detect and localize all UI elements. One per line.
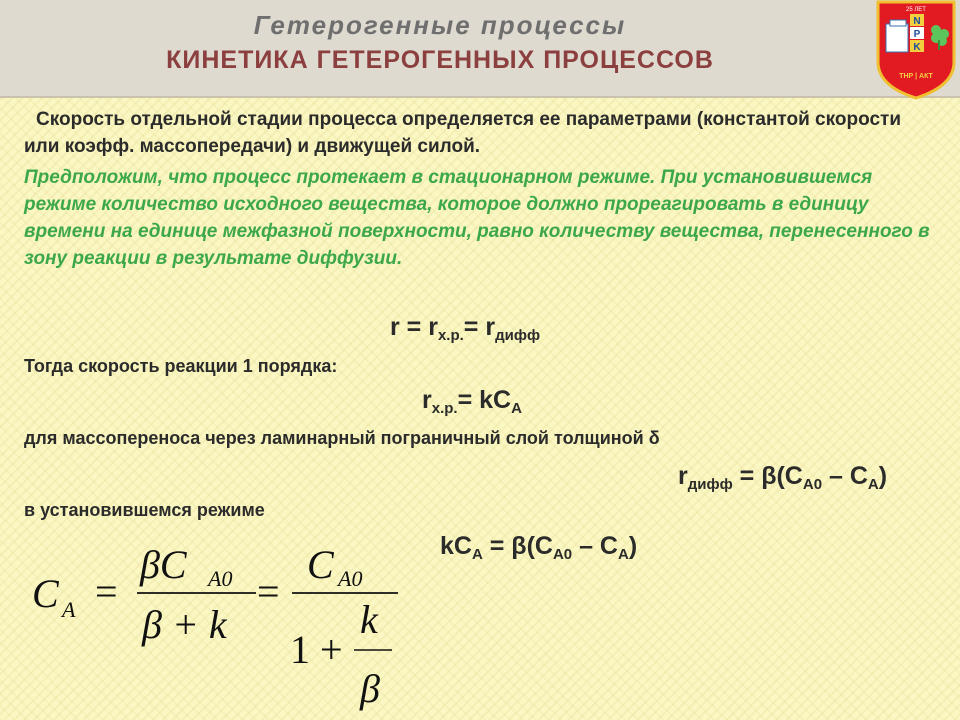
formula-sub: дифф [687, 476, 733, 493]
formula-sub: A0 [552, 546, 573, 563]
formula-sub: A0 [802, 476, 823, 493]
formula-part: r = r [390, 313, 438, 341]
fraction1-numerator-sub: A0 [208, 566, 233, 591]
formula-reaction-rate [422, 386, 522, 417]
formula-equals-2: = [257, 569, 280, 614]
formula-part: = β(C [482, 532, 553, 560]
formula-part: ) [878, 462, 888, 490]
logo-bottom-text: ТНР | АКТ [899, 73, 933, 80]
logo-letter-n: N [913, 16, 921, 27]
formula-lhs: C [32, 571, 59, 616]
nested-fraction-denominator: β [360, 666, 380, 711]
formula-sub: A [471, 546, 483, 563]
slide-subtitle: КИНЕТИКА ГЕТЕРОГЕННЫХ ПРОЦЕССОВ [166, 46, 714, 74]
formula-sub: х.р. [431, 400, 458, 417]
logo-letter-p: P [913, 29, 921, 40]
formula-lhs-sub: A [62, 597, 76, 622]
formula-sub: A [618, 546, 629, 563]
formula-concentration-ca [20, 530, 420, 720]
logo-letter-k: K [913, 42, 921, 53]
formula-sub: х.р. [437, 327, 464, 344]
formula-sub: дифф [495, 327, 541, 344]
text-mass-transfer: для массопереноса через ламинарный пограничный слой толщиной δ [24, 428, 660, 448]
logo-top-text: 25 ЛЕТ [906, 7, 926, 13]
fraction1-numerator: βC [140, 542, 187, 587]
formula-part: ) [628, 532, 638, 560]
formula-diffusion-rate [678, 462, 887, 493]
formula-rate-equality [390, 313, 540, 344]
fraction2-numerator: C [307, 542, 334, 587]
formula-part: – C [572, 532, 618, 560]
formula-equals: = [95, 569, 118, 614]
formula-part: = kC [457, 386, 512, 414]
text-steady-state: в установившемся режиме [24, 500, 265, 520]
slide-title: Гетерогенные процессы [253, 10, 627, 40]
formula-part: = r [463, 313, 496, 341]
formula-part: r [678, 462, 688, 490]
fraction2-numerator-sub: A0 [338, 566, 363, 591]
formula-steady-state-balance [440, 532, 637, 563]
formula-part: kC [440, 532, 472, 560]
formula-part: – C [822, 462, 868, 490]
fraction1-denominator: β + k [142, 602, 227, 647]
formula-part: = β(C [732, 462, 803, 490]
paragraph-stationary-regime: Предположим, что процесс протекает в стационарном режиме. При установившемся режиме количество исходного вещества, которое должно прореагировать в единицу времени на единице межфазной поверхности, равно количеству вещества, перенесенного в зону реакции в результате диффузии. [24, 167, 930, 269]
formula-part: r [422, 386, 432, 414]
college-logo [874, 0, 958, 100]
text-first-order: Тогда скорость реакции 1 порядка: [24, 356, 338, 376]
fraction2-denominator-one: 1 + [290, 627, 343, 672]
formula-sub: A [511, 400, 522, 417]
formula-sub: A [867, 476, 879, 493]
nested-fraction-numerator: k [360, 597, 378, 642]
paragraph-rate-definition: Скорость отдельной стадии процесса определяется ее параметрами (константой скорости или коэфф. массопередачи) и движущей силой. [24, 109, 902, 157]
